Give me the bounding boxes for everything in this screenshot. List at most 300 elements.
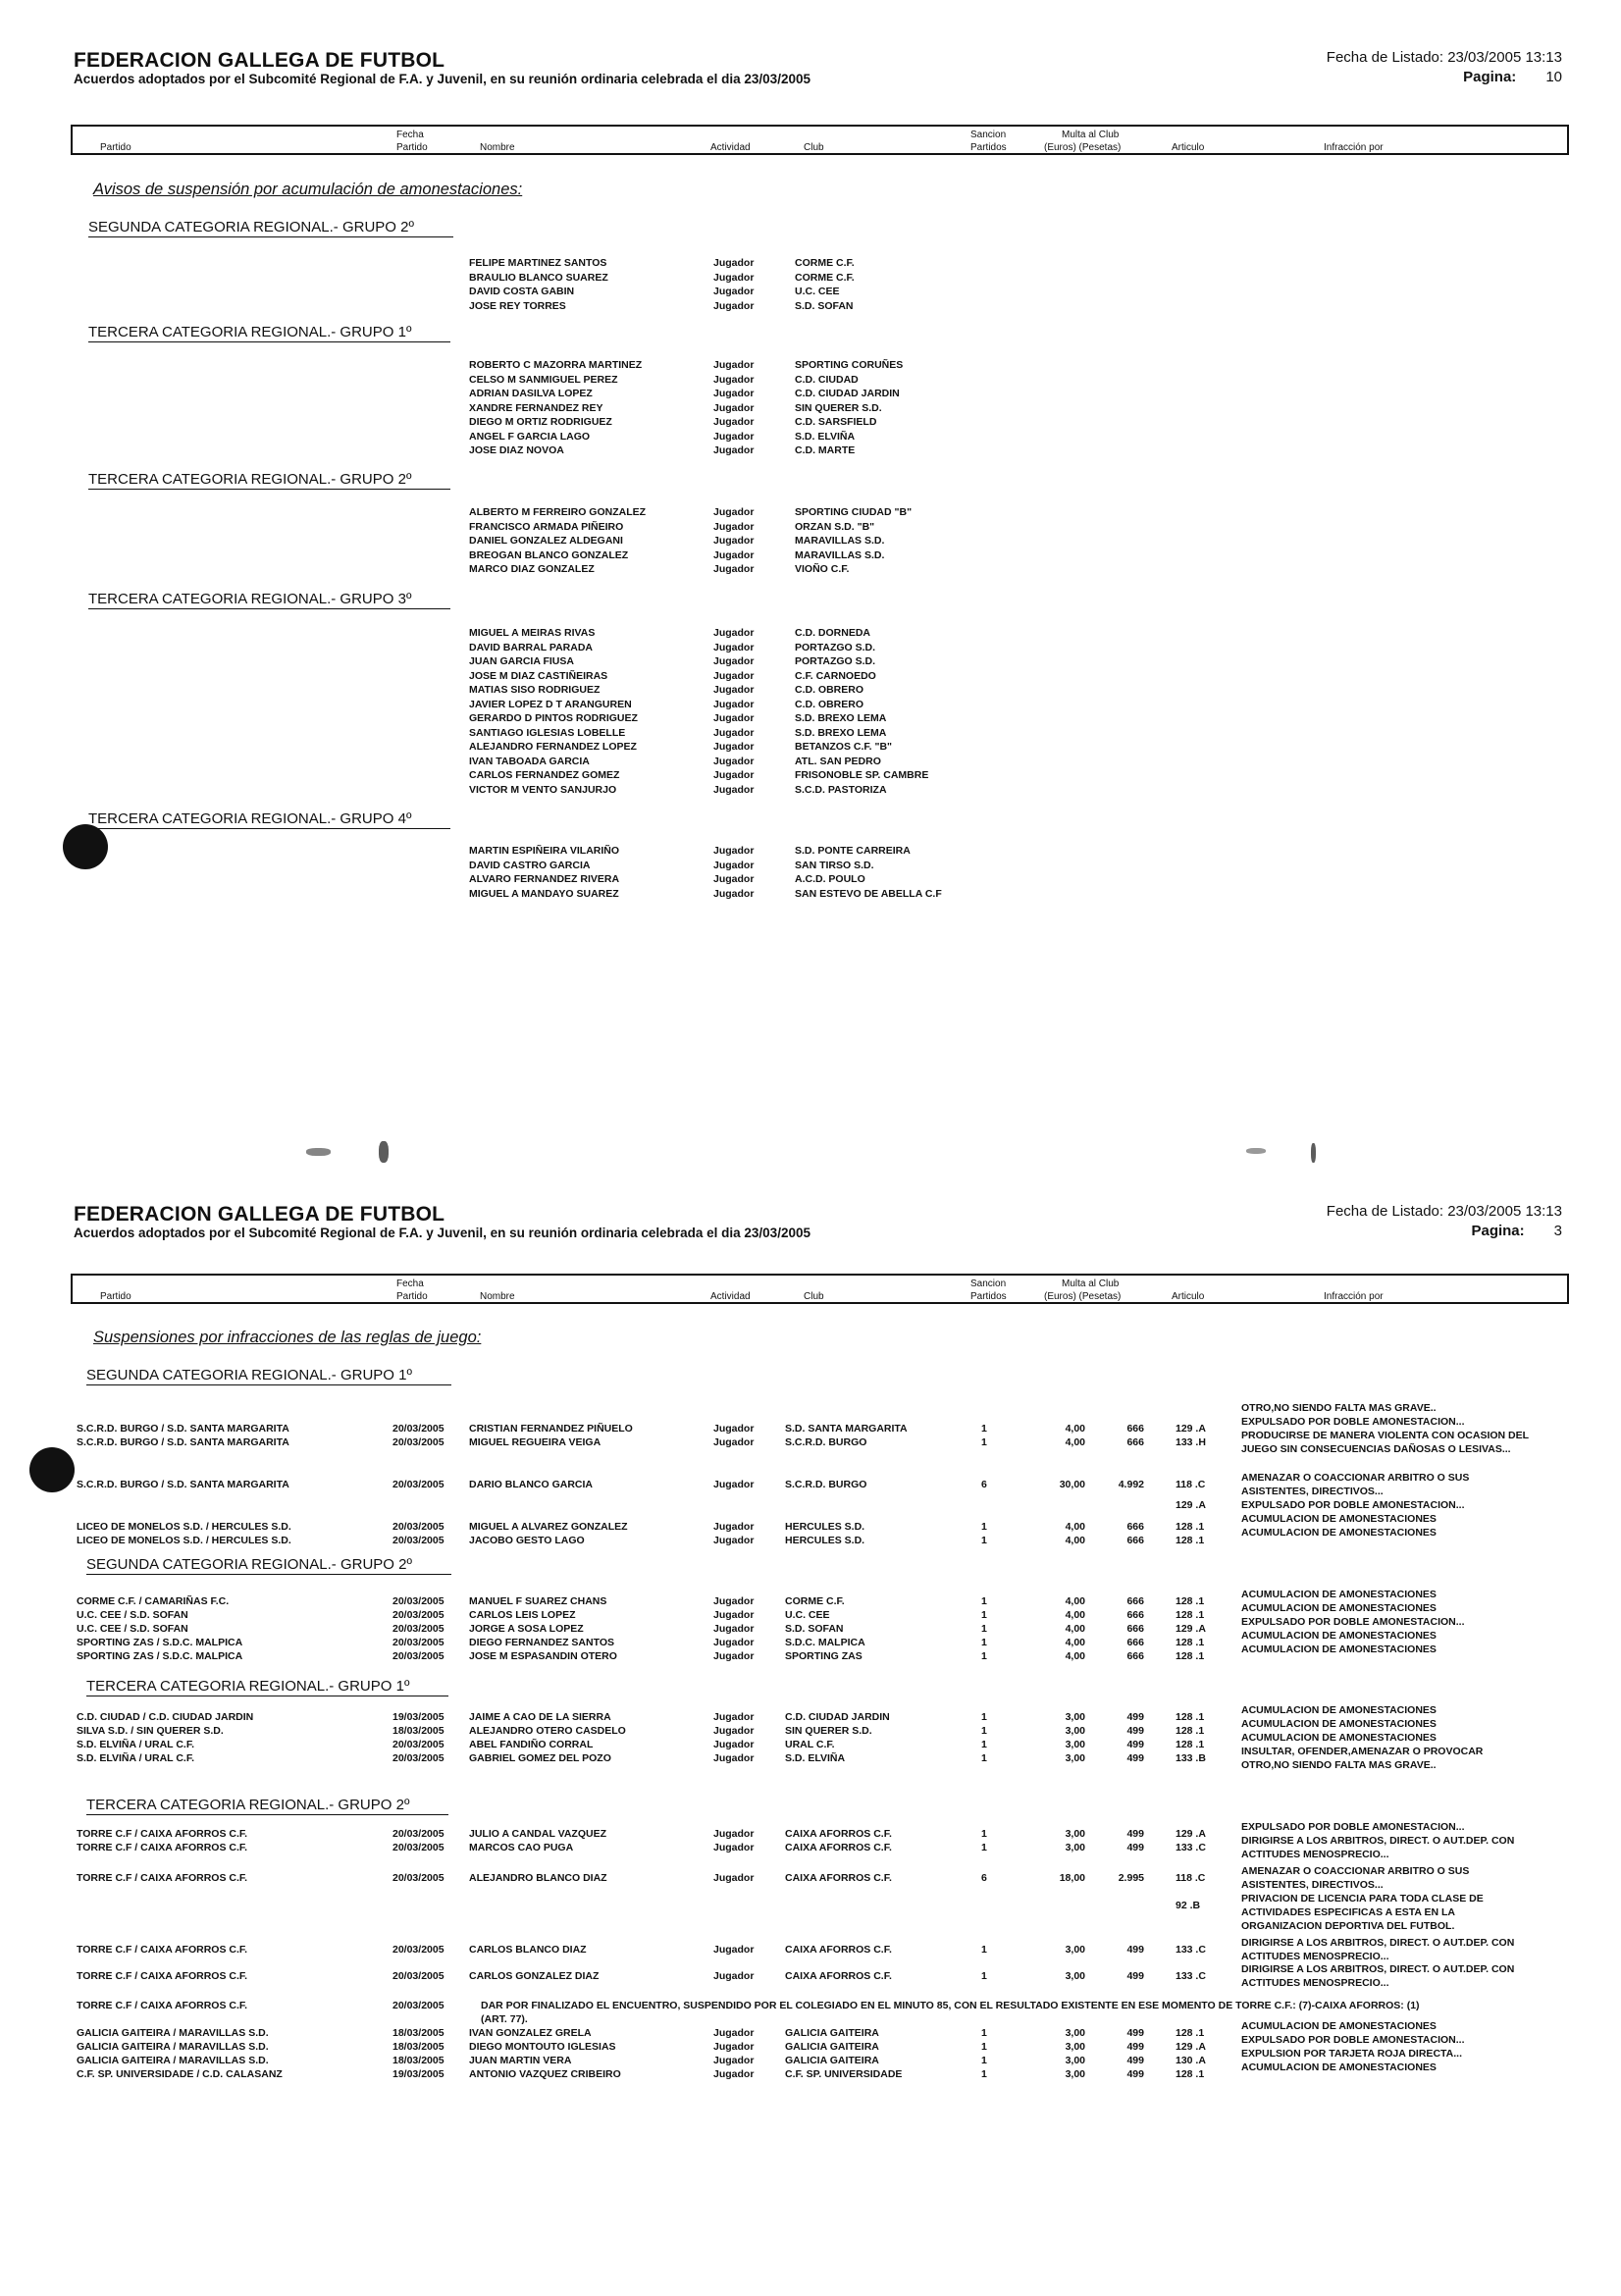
activity: Jugador [713,416,755,428]
activity: Jugador [713,373,755,386]
row-activity: Jugador [713,1535,755,1546]
infraction-text: EXPULSION POR TARJETA ROJA DIRECTA... [1241,2048,1462,2060]
infraction-text: JUEGO SIN CONSECUENCIAS DAÑOSAS O LESIVAS... [1241,1443,1511,1455]
player-name: CELSO M SANMIGUEL PEREZ [469,373,618,386]
player-name: ANGEL F GARCIA LAGO [469,430,591,443]
col-partido: Partido [100,1291,131,1302]
row-player-name: GABRIEL GOMEZ DEL POZO [469,1752,611,1764]
col-sancion-bottom: Partidos [970,1291,1007,1302]
row-multa-pesetas: 2.995 [1118,1872,1144,1884]
row-articulo: 133 .C [1176,1944,1206,1956]
row-articulo: 128 .1 [1176,1711,1205,1723]
group-heading: TERCERA CATEGORIA REGIONAL.- GRUPO 2º [86,1797,448,1815]
row-club: HERCULES S.D. [785,1521,865,1533]
page-number-value: 10 [1545,69,1562,85]
activity: Jugador [713,783,755,796]
player-name: JOSE REY TORRES [469,299,566,312]
row-player-name: CARLOS GONZALEZ DIAZ [469,1970,600,1982]
infraction-text: EXPULSADO POR DOBLE AMONESTACION... [1241,1821,1465,1833]
row-partido: TORRE C.F / CAIXA AFORROS C.F. [77,1842,248,1853]
row-activity: Jugador [713,1479,755,1490]
row-activity: Jugador [713,1423,755,1435]
col-infraccion: Infracción por [1324,142,1384,153]
player-name: ADRIAN DASILVA LOPEZ [469,388,593,399]
club: SAN TIRSO S.D. [795,859,874,871]
infraction-text: ACTIVIDADES ESPECIFICAS A ESTA EN LA [1241,1906,1455,1918]
note-line-1: DAR POR FINALIZADO EL ENCUENTRO, SUSPENDIDO POR EL COLEGIADO EN EL MINUTO 85, CON EL RESULTADO EXISTENTE EN ESE MOMENTO DE TORRE C.F.: (7)-CAIXA AFORROS: (1) [481,2000,1420,2011]
activity: Jugador [713,506,755,518]
infraction-text: PRIVACION DE LICENCIA PARA TODA CLASE DE [1241,1893,1484,1905]
club: C.D. SARSFIELD [795,416,877,428]
row-partido: S.D. ELVIÑA / URAL C.F. [77,1739,194,1750]
row-player-name: JAIME A CAO DE LA SIERRA [469,1711,611,1723]
activity: Jugador [713,359,755,371]
row-articulo: 130 .A [1176,2055,1206,2066]
row-club: S.D. SOFAN [785,1623,844,1635]
row-activity: Jugador [713,1872,755,1884]
row-partido: LICEO DE MONELOS S.D. / HERCULES S.D. [77,1521,291,1533]
row-multa-euros: 3,00 [1065,1842,1085,1853]
row-sancion: 1 [981,2027,987,2039]
row-club: CAIXA AFORROS C.F. [785,1828,892,1840]
row-multa-pesetas: 666 [1126,1436,1144,1448]
note-fecha: 20/03/2005 [392,2000,444,2011]
row-articulo: 128 .1 [1176,1609,1205,1621]
row-activity: Jugador [713,1739,755,1750]
row-activity: Jugador [713,1595,755,1607]
infraction-text: ACUMULACION DE AMONESTACIONES [1241,1732,1437,1744]
infraction-text: EXPULSADO POR DOBLE AMONESTACION... [1241,1499,1465,1511]
club: C.D. OBRERO [795,698,864,710]
row-partido: TORRE C.F / CAIXA AFORROS C.F. [77,1872,248,1884]
row-sancion: 6 [981,1872,987,1884]
club: BETANZOS C.F. "B" [795,741,893,753]
club: S.D. PONTE CARREIRA [795,845,911,857]
row-player-name: MARCOS CAO PUGA [469,1842,574,1853]
player-name: SANTIAGO IGLESIAS LOBELLE [469,726,626,739]
row-club: U.C. CEE [785,1609,830,1621]
row-fecha: 20/03/2005 [392,1535,444,1546]
row-multa-euros: 4,00 [1065,1650,1085,1662]
row-multa-pesetas: 499 [1126,1970,1144,1982]
row-partido: CORME C.F. / CAMARIÑAS F.C. [77,1595,230,1607]
row-activity: Jugador [713,1623,755,1635]
row-club: C.D. CIUDAD JARDIN [785,1711,890,1723]
club: S.D. SOFAN [795,299,854,312]
activity: Jugador [713,684,755,696]
row-activity: Jugador [713,1944,755,1956]
row-sancion: 6 [981,1479,987,1490]
row-articulo: 128 .1 [1176,1521,1205,1533]
group-heading: SEGUNDA CATEGORIA REGIONAL.- GRUPO 1º [86,1367,451,1385]
row-activity: Jugador [713,1637,755,1648]
row-articulo: 128 .1 [1176,1637,1205,1648]
row-club: S.D. SANTA MARGARITA [785,1423,908,1435]
row-articulo: 129 .A [1176,1499,1206,1511]
activity: Jugador [713,286,755,297]
row-articulo: 128 .1 [1176,1535,1205,1546]
col-fecha-top: Fecha [396,1278,424,1289]
row-fecha: 18/03/2005 [392,2055,444,2066]
row-partido: TORRE C.F / CAIXA AFORROS C.F. [77,1828,248,1840]
page-subtitle: Acuerdos adoptados por el Subcomité Regional de F.A. y Juvenil, en su reunión ordinaria celebrada el dia 23/03/2005 [74,72,810,86]
row-sancion: 1 [981,1944,987,1956]
group-heading: SEGUNDA CATEGORIA REGIONAL.- GRUPO 2º [88,219,453,237]
row-articulo: 128 .1 [1176,1739,1205,1750]
column-header [71,1274,1569,1304]
player-name: JAVIER LOPEZ D T ARANGUREN [469,698,632,710]
row-articulo: 128 .1 [1176,2027,1205,2039]
row-club: HERCULES S.D. [785,1535,865,1546]
col-articulo: Articulo [1172,1291,1205,1302]
row-sancion: 1 [981,1752,987,1764]
row-player-name: DIEGO FERNANDEZ SANTOS [469,1637,614,1648]
player-name: GERARDO D PINTOS RODRIGUEZ [469,712,638,724]
row-player-name: JULIO A CANDAL VAZQUEZ [469,1828,607,1840]
player-name: JUAN GARCIA FIUSA [469,655,574,667]
row-multa-pesetas: 499 [1126,2068,1144,2080]
row-multa-euros: 3,00 [1065,1944,1085,1956]
club: FRISONOBLE SP. CAMBRE [795,769,929,781]
row-activity: Jugador [713,1521,755,1533]
player-name: DAVID COSTA GABIN [469,286,575,297]
activity: Jugador [713,641,755,653]
row-articulo: 118 .C [1176,1872,1206,1884]
col-multa-top: Multa al Club [1062,130,1120,140]
club: C.D. CIUDAD JARDIN [795,388,900,399]
row-club: SPORTING ZAS [785,1650,863,1662]
club: CORME C.F. [795,257,855,269]
row-sancion: 1 [981,1609,987,1621]
activity: Jugador [713,388,755,399]
infraction-text: OTRO,NO SIENDO FALTA MAS GRAVE.. [1241,1759,1437,1771]
group-heading: TERCERA CATEGORIA REGIONAL.- GRUPO 4º [88,810,450,829]
row-player-name: IVAN GONZALEZ GRELA [469,2027,592,2039]
row-partido: C.D. CIUDAD / C.D. CIUDAD JARDIN [77,1711,254,1723]
club: MARAVILLAS S.D. [795,535,885,547]
row-fecha: 18/03/2005 [392,1725,444,1737]
row-fecha: 20/03/2005 [392,1521,444,1533]
page-label: Pagina: [1471,1223,1525,1239]
row-sancion: 1 [981,1828,987,1840]
player-name: JOSE DIAZ NOVOA [469,444,564,456]
infraction-text: EXPULSADO POR DOBLE AMONESTACION... [1241,1616,1465,1628]
activity: Jugador [713,535,755,547]
player-name: DAVID BARRAL PARADA [469,641,593,653]
row-articulo: 92 .B [1176,1900,1201,1911]
row-multa-euros: 4,00 [1065,1436,1085,1448]
row-activity: Jugador [713,1828,755,1840]
col-actividad: Actividad [710,142,751,153]
group-heading: TERCERA CATEGORIA REGIONAL.- GRUPO 2º [88,471,450,490]
row-multa-pesetas: 666 [1126,1637,1144,1648]
row-multa-euros: 4,00 [1065,1521,1085,1533]
player-name: DIEGO M ORTIZ RODRIGUEZ [469,416,612,428]
row-partido: GALICIA GAITEIRA / MARAVILLAS S.D. [77,2041,269,2053]
infraction-text: ACUMULACION DE AMONESTACIONES [1241,1718,1437,1730]
col-nombre: Nombre [480,1291,515,1302]
player-name: FELIPE MARTINEZ SANTOS [469,257,607,269]
club: C.D. DORNEDA [795,627,871,639]
row-articulo: 128 .1 [1176,2068,1205,2080]
row-fecha: 20/03/2005 [392,1944,444,1956]
infraction-text: ACUMULACION DE AMONESTACIONES [1241,1602,1437,1614]
row-multa-pesetas: 499 [1126,1739,1144,1750]
row-fecha: 19/03/2005 [392,1711,444,1723]
row-articulo: 129 .A [1176,1623,1206,1635]
infraction-text: ASISTENTES, DIRECTIVOS... [1241,1486,1384,1497]
row-club: URAL C.F. [785,1739,835,1750]
row-partido: S.C.R.D. BURGO / S.D. SANTA MARGARITA [77,1479,289,1490]
row-sancion: 1 [981,1521,987,1533]
col-sancion-bottom: Partidos [970,142,1007,153]
col-club: Club [804,142,824,153]
row-articulo: 128 .1 [1176,1650,1205,1662]
row-multa-euros: 3,00 [1065,2055,1085,2066]
row-sancion: 1 [981,1535,987,1546]
club: C.D. MARTE [795,444,856,456]
row-club: S.D.C. MALPICA [785,1637,865,1648]
org-title: FEDERACION GALLEGA DE FUTBOL [74,1203,445,1226]
row-activity: Jugador [713,2041,755,2053]
row-partido: LICEO DE MONELOS S.D. / HERCULES S.D. [77,1535,291,1546]
col-fecha-bottom: Partido [396,142,428,153]
row-fecha: 20/03/2005 [392,1637,444,1648]
row-multa-pesetas: 499 [1126,1725,1144,1737]
activity: Jugador [713,859,755,871]
infraction-text: ACTITUDES MENOSPRECIO... [1241,1849,1389,1860]
club: U.C. CEE [795,286,840,297]
club: PORTAZGO S.D. [795,641,876,653]
row-sancion: 1 [981,1711,987,1723]
row-partido: GALICIA GAITEIRA / MARAVILLAS S.D. [77,2027,269,2039]
note-line-2: (ART. 77). [481,2013,528,2025]
row-activity: Jugador [713,1725,755,1737]
row-sancion: 1 [981,1842,987,1853]
player-name: BREOGAN BLANCO GONZALEZ [469,548,629,561]
row-partido: U.C. CEE / S.D. SOFAN [77,1623,188,1635]
player-name: MIGUEL A MANDAYO SUAREZ [469,887,619,900]
row-multa-euros: 3,00 [1065,2068,1085,2080]
club: A.C.D. POULO [795,873,865,885]
club: SPORTING CIUDAD "B" [795,506,913,518]
row-sancion: 1 [981,1423,987,1435]
row-fecha: 18/03/2005 [392,2041,444,2053]
row-sancion: 1 [981,1436,987,1448]
activity: Jugador [713,401,755,414]
row-articulo: 133 .B [1176,1752,1206,1764]
row-multa-euros: 4,00 [1065,1637,1085,1648]
row-fecha: 20/03/2005 [392,1609,444,1621]
row-multa-euros: 18,00 [1059,1872,1085,1884]
row-multa-euros: 3,00 [1065,2027,1085,2039]
row-multa-pesetas: 499 [1126,2027,1144,2039]
row-multa-pesetas: 666 [1126,1423,1144,1435]
column-header [71,125,1569,155]
activity: Jugador [713,845,755,857]
row-player-name: JOSE M ESPASANDIN OTERO [469,1650,617,1662]
infraction-text: ACUMULACION DE AMONESTACIONES [1241,1644,1437,1655]
col-actividad: Actividad [710,1291,751,1302]
punch-hole [63,824,108,869]
row-fecha: 20/03/2005 [392,1650,444,1662]
row-activity: Jugador [713,1970,755,1982]
group-heading: TERCERA CATEGORIA REGIONAL.- GRUPO 1º [88,324,450,342]
group-heading: TERCERA CATEGORIA REGIONAL.- GRUPO 1º [86,1678,448,1696]
club: MARAVILLAS S.D. [795,548,885,561]
activity: Jugador [713,669,755,682]
activity: Jugador [713,563,755,575]
row-multa-euros: 4,00 [1065,1535,1085,1546]
page-number [1471,1223,1562,1239]
row-fecha: 20/03/2005 [392,1842,444,1853]
row-multa-pesetas: 666 [1126,1521,1144,1533]
infraction-text: ORGANIZACION DEPORTIVA DEL FUTBOL. [1241,1920,1455,1932]
row-activity: Jugador [713,1609,755,1621]
row-sancion: 1 [981,1595,987,1607]
row-player-name: CRISTIAN FERNANDEZ PIÑUELO [469,1423,633,1435]
row-player-name: DIEGO MONTOUTO IGLESIAS [469,2041,616,2053]
row-fecha: 20/03/2005 [392,1436,444,1448]
row-activity: Jugador [713,1842,755,1853]
player-name: MATIAS SISO RODRIGUEZ [469,684,601,696]
activity: Jugador [713,698,755,710]
row-articulo: 133 .C [1176,1842,1206,1853]
row-club: C.F. SP. UNIVERSIDADE [785,2068,903,2080]
activity: Jugador [713,755,755,767]
col-fecha-bottom: Partido [396,1291,428,1302]
row-club: SIN QUERER S.D. [785,1725,872,1737]
page-number [1463,69,1562,85]
row-sancion: 1 [981,2055,987,2066]
club: S.C.D. PASTORIZA [795,783,887,796]
player-name: XANDRE FERNANDEZ REY [469,401,603,414]
col-fecha-top: Fecha [396,130,424,140]
row-sancion: 1 [981,2068,987,2080]
row-partido: S.C.R.D. BURGO / S.D. SANTA MARGARITA [77,1436,289,1448]
row-multa-pesetas: 499 [1126,1828,1144,1840]
row-sancion: 1 [981,2041,987,2053]
infraction-text: AMENAZAR O COACCIONAR ARBITRO O SUS [1241,1865,1470,1877]
row-sancion: 1 [981,1739,987,1750]
infraction-text: ACTITUDES MENOSPRECIO... [1241,1977,1389,1989]
row-club: CORME C.F. [785,1595,845,1607]
col-sancion-top: Sancion [970,1278,1007,1289]
activity: Jugador [713,712,755,724]
row-club: CAIXA AFORROS C.F. [785,1970,892,1982]
row-multa-euros: 4,00 [1065,1609,1085,1621]
org-title: FEDERACION GALLEGA DE FUTBOL [74,49,445,72]
listing-date: Fecha de Listado: 23/03/2005 13:13 [1326,49,1562,66]
col-partido: Partido [100,142,131,153]
row-player-name: ALEJANDRO BLANCO DIAZ [469,1872,607,1884]
player-name: JOSE M DIAZ CASTIÑEIRAS [469,669,608,682]
infraction-text: ACTITUDES MENOSPRECIO... [1241,1951,1389,1962]
player-name: DAVID CASTRO GARCIA [469,859,591,871]
activity: Jugador [713,271,755,284]
row-multa-pesetas: 666 [1126,1623,1144,1635]
activity: Jugador [713,873,755,885]
row-sancion: 1 [981,1970,987,1982]
row-activity: Jugador [713,2027,755,2039]
row-partido: S.D. ELVIÑA / URAL C.F. [77,1752,194,1764]
infraction-text: INSULTAR, OFENDER,AMENAZAR O PROVOCAR [1241,1746,1484,1757]
row-activity: Jugador [713,1436,755,1448]
row-fecha: 20/03/2005 [392,1872,444,1884]
note-partido: TORRE C.F / CAIXA AFORROS C.F. [77,2000,248,2011]
activity: Jugador [713,627,755,639]
infraction-text: DIRIGIRSE A LOS ARBITROS, DIRECT. O AUT.DEP. CON [1241,1835,1515,1847]
infraction-text: AMENAZAR O COACCIONAR ARBITRO O SUS [1241,1472,1470,1484]
row-multa-pesetas: 666 [1126,1595,1144,1607]
row-multa-euros: 3,00 [1065,1970,1085,1982]
row-partido: SILVA S.D. / SIN QUERER S.D. [77,1725,224,1737]
club: CORME C.F. [795,271,855,284]
col-club: Club [804,1291,824,1302]
row-articulo: 118 .C [1176,1479,1206,1490]
infraction-text: ACUMULACION DE AMONESTACIONES [1241,2061,1437,2073]
row-multa-pesetas: 499 [1126,2041,1144,2053]
col-sancion-top: Sancion [970,130,1007,140]
club: SAN ESTEVO DE ABELLA C.F [795,887,942,900]
player-name: ROBERTO C MAZORRA MARTINEZ [469,359,643,371]
row-activity: Jugador [713,2055,755,2066]
row-player-name: MIGUEL REGUEIRA VEIGA [469,1436,601,1448]
row-player-name: CARLOS LEIS LOPEZ [469,1609,576,1621]
row-multa-pesetas: 499 [1126,1711,1144,1723]
club: SPORTING CORUÑES [795,359,904,371]
row-player-name: JUAN MARTIN VERA [469,2055,572,2066]
infraction-text: ACUMULACION DE AMONESTACIONES [1241,1513,1437,1525]
activity: Jugador [713,299,755,312]
row-multa-pesetas: 499 [1126,2055,1144,2066]
row-player-name: ALEJANDRO OTERO CASDELO [469,1725,626,1737]
row-club: GALICIA GAITEIRA [785,2055,879,2066]
row-multa-pesetas: 666 [1126,1535,1144,1546]
row-club: S.C.R.D. BURGO [785,1479,867,1490]
infraction-text: ACUMULACION DE AMONESTACIONES [1241,2020,1437,2032]
row-articulo: 129 .A [1176,1828,1206,1840]
activity: Jugador [713,444,755,456]
player-name: ALEJANDRO FERNANDEZ LOPEZ [469,741,637,753]
player-name: MARCO DIAZ GONZALEZ [469,563,595,575]
row-multa-euros: 4,00 [1065,1623,1085,1635]
player-name: FRANCISCO ARMADA PIÑEIRO [469,520,624,533]
row-sancion: 1 [981,1650,987,1662]
infraction-text: ACUMULACION DE AMONESTACIONES [1241,1630,1437,1642]
activity: Jugador [713,887,755,900]
club: C.D. CIUDAD [795,373,859,386]
row-multa-euros: 3,00 [1065,1828,1085,1840]
row-articulo: 129 .A [1176,2041,1206,2053]
row-club: CAIXA AFORROS C.F. [785,1872,892,1884]
row-club: CAIXA AFORROS C.F. [785,1842,892,1853]
club: ATL. SAN PEDRO [795,755,881,767]
row-partido: SPORTING ZAS / S.D.C. MALPICA [77,1650,243,1662]
row-multa-euros: 3,00 [1065,1752,1085,1764]
club: PORTAZGO S.D. [795,655,876,667]
row-sancion: 1 [981,1637,987,1648]
col-infraccion: Infracción por [1324,1291,1384,1302]
row-player-name: MANUEL F SUAREZ CHANS [469,1595,607,1607]
row-club: S.C.R.D. BURGO [785,1436,867,1448]
row-multa-pesetas: 666 [1126,1650,1144,1662]
infraction-text: PRODUCIRSE DE MANERA VIOLENTA CON OCASION DEL [1241,1430,1530,1441]
club: C.D. OBRERO [795,684,864,696]
row-fecha: 20/03/2005 [392,1970,444,1982]
row-articulo: 133 .H [1176,1436,1206,1448]
row-club: GALICIA GAITEIRA [785,2041,879,2053]
